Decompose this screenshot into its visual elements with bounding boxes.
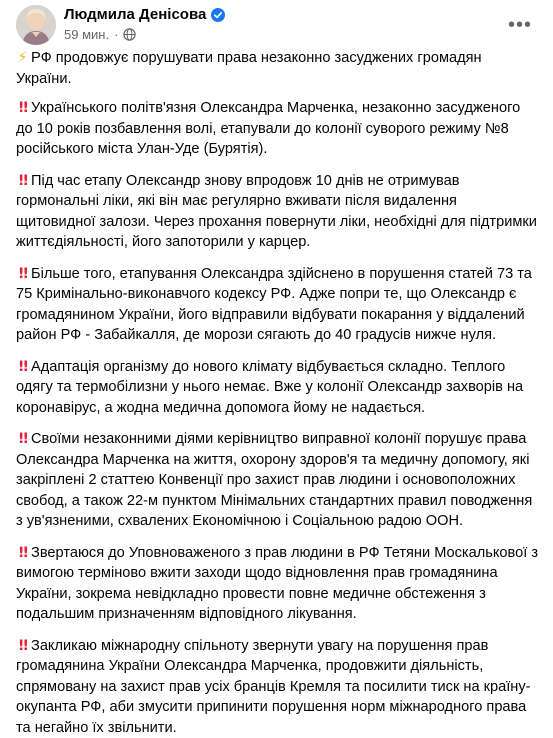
post-paragraph (16, 264, 539, 346)
paragraph-text: Українського політв'язня Олександра Марченка, незаконно засудженого до 10 років позбавлення волі, етапували до колонії суворого режиму №8 російського міста Улан-Уде (Бурятія). (16, 100, 520, 157)
more-options-icon[interactable]: ••• (503, 8, 537, 42)
post-timestamp[interactable]: 59 мин. (64, 27, 109, 42)
double-exclamation-icon: ‼ (16, 98, 29, 119)
double-exclamation-icon: ‼ (16, 543, 29, 564)
paragraph-text: Звертаюся до Уповноваженого з прав людини в РФ Тетяни Москалькової з вимогою терміново вжити заходи щодо відновлення прав громадянина України, зокрема невідкладно провести повне медичне обстеження з подальшим призначенням відповідного лікування. (16, 545, 538, 623)
meta-separator: · (114, 27, 118, 42)
paragraph-text: Під час етапу Олександр знову впродовж 10 днів не отримував гормональні ліки, які він має регулярно вживати після видалення щитовидної залози. Через прохання повернути ліки, необхідні для підтримки життєдіяльності, його запоторили у карцер. (16, 173, 537, 251)
post-paragraph (16, 357, 539, 419)
avatar-image (16, 5, 56, 45)
double-exclamation-icon: ‼ (16, 636, 29, 657)
paragraph-text: РФ продовжує порушувати права незаконно засуджених громадян України. (16, 50, 482, 87)
author-name[interactable]: Людмила Денісова (64, 6, 206, 24)
paragraph-text: Адаптація організму до нового клімату відбувається складно. Теплого одягу та термобілизни у нього немає. Вже у колонії Олександр захворів на коронавірус, а жодна медична допомога йому не надається. (16, 359, 523, 416)
post-paragraph (16, 543, 539, 625)
post-paragraph (16, 48, 539, 89)
paragraph-text: Своїми незаконними діями керівництво виправної колонії порушує права Олександра Марченка на життя, охорону здоров'я та медичну допомогу, які закріплені 2 статтею Конвенції про захист прав людини і основоположних свобод, а також 22-м пунктом Мінімальних стандартних правил поводження з ув'язненими, схвалених Економічною і Соціальною радою ООН. (16, 431, 532, 529)
double-exclamation-icon: ‼ (16, 429, 29, 450)
verified-badge-icon (211, 8, 225, 22)
double-exclamation-icon: ‼ (16, 171, 29, 192)
post-paragraph (16, 98, 539, 160)
avatar[interactable] (16, 5, 56, 45)
double-exclamation-icon: ‼ (16, 264, 29, 285)
post-header (16, 0, 539, 48)
double-exclamation-icon: ‼ (16, 357, 29, 378)
post-paragraph (16, 171, 539, 253)
globe-icon[interactable] (123, 28, 136, 41)
author-line (64, 6, 225, 24)
paragraph-text: Закликаю міжнародну спільноту звернути увагу на порушення прав громадянина України Олександра Марченка, продовжити діяльність, спрямовану на захист прав усіх бранців Кремля та посилити тиск на країну-окупанта РФ, аби змусити припинити порушення норм міжнародного права та негайно їх звільнити. (16, 638, 531, 736)
post-paragraph (16, 429, 539, 532)
lightning-emoji-icon: ⚡ (16, 48, 29, 69)
paragraph-text: Більше того, етапування Олександра здійснено в порушення статей 73 та 75 Кримінально-виконавчого кодексу РФ. Адже попри те, що Олександр є громадянином України, його відправили відбувати покарання у віддалений район РФ - Забайкалля, де морози сягають до 40 градусів нижче нуля. (16, 266, 532, 344)
post-meta (64, 27, 136, 42)
post-body (16, 48, 539, 738)
